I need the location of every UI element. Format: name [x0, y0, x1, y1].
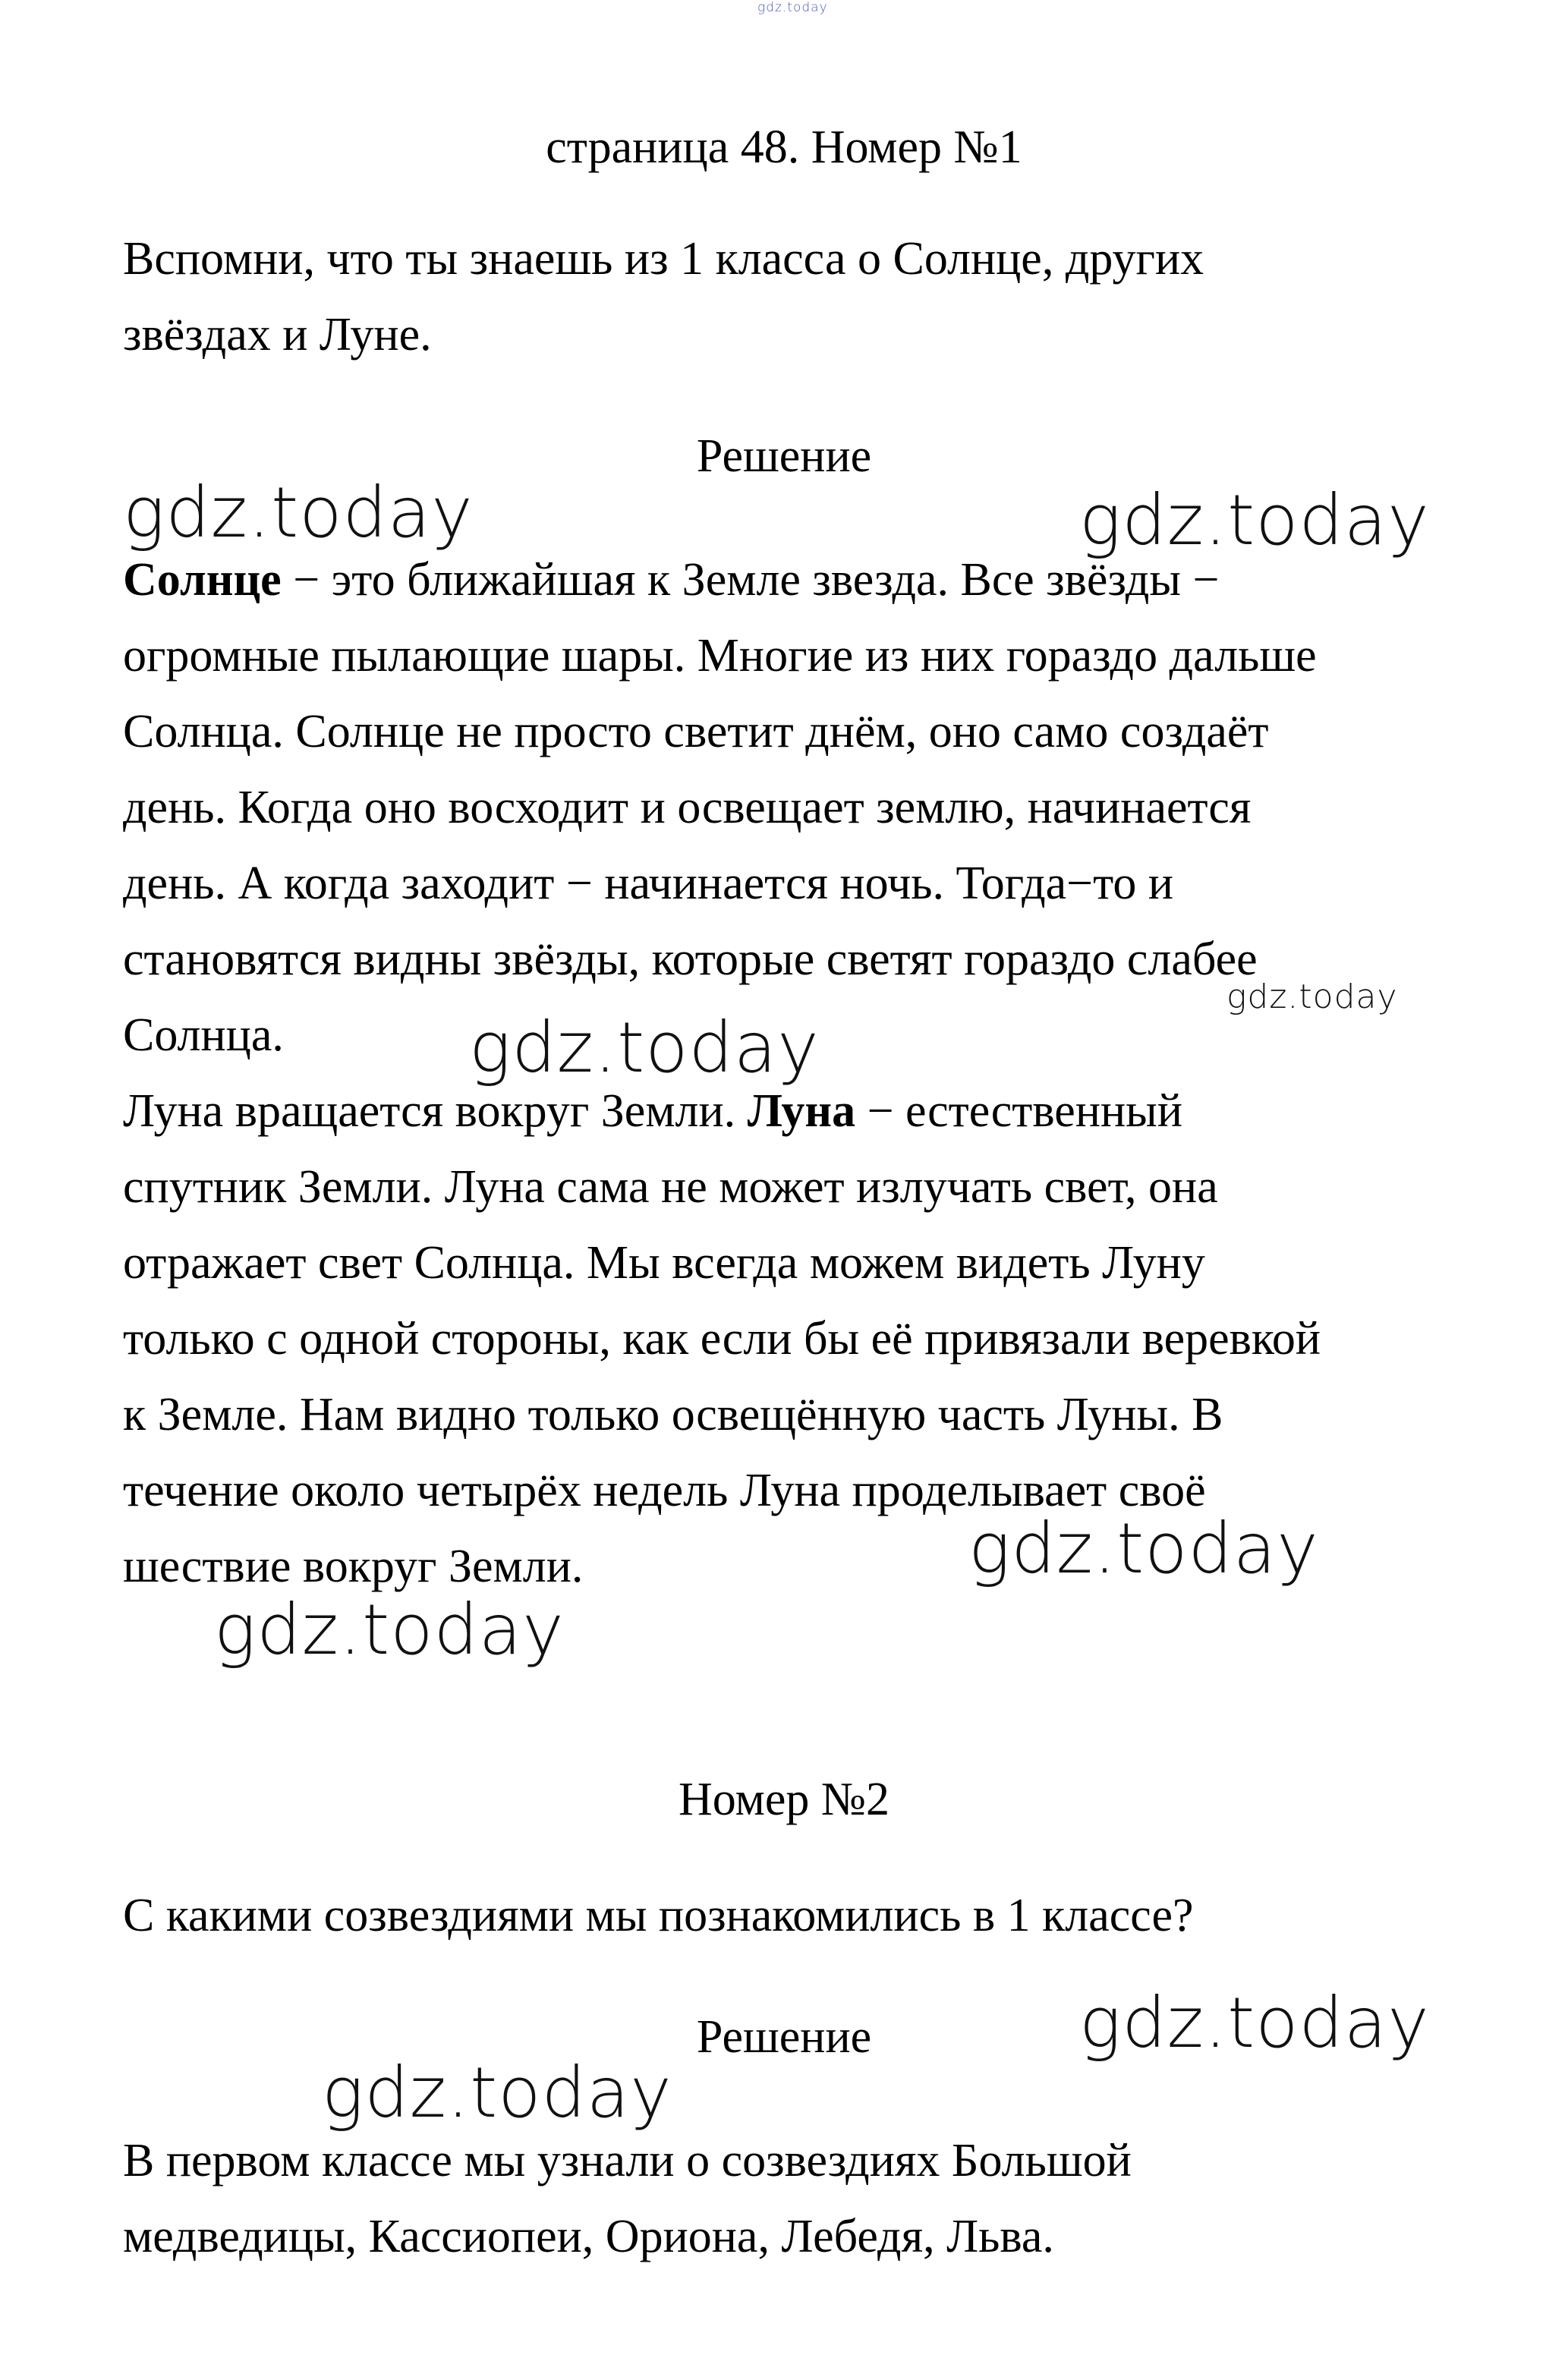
task1-answer-line-13: течение около четырёх недель Луна проделывает своё — [123, 1465, 1206, 1516]
task1-heading: страница 48. Номер №1 — [546, 121, 1022, 173]
task1-answer-line-1-rest: − это ближайшая к Земле звезда. Все звёзды − — [281, 554, 1220, 606]
watermark-top: gdz.today — [757, 0, 828, 15]
watermark-3: gdz.today — [1226, 978, 1398, 1016]
watermark-1: gdz.today — [123, 472, 474, 553]
task1-answer-line-5: день. А когда заходит − начинается ночь. Тогда−то и — [123, 858, 1174, 909]
watermark-7: gdz.today — [1079, 1982, 1430, 2064]
watermark-4: gdz.today — [469, 1007, 820, 1088]
task2-answer-line-2: медведицы, Кассиопеи, Ориона, Лебедя, Льва. — [123, 2211, 1054, 2262]
task1-answer-line-8 — [123, 1085, 1183, 1137]
task2-heading: Номер №2 — [678, 1774, 889, 1825]
task1-answer-line-11: только с одной стороны, как если бы её привязали веревкой — [123, 1313, 1321, 1365]
watermark-6: gdz.today — [214, 1589, 565, 1670]
task1-answer-line-14: шествие вокруг Земли. — [123, 1541, 584, 1592]
task1-answer-line-7: Солнца. — [123, 1009, 284, 1061]
term-sun: Солнце — [123, 554, 282, 606]
task1-answer-line-12: к Земле. Нам видно только освещённую часть Луны. В — [123, 1389, 1223, 1440]
task1-question-line-2: звёздах и Луне. — [123, 309, 432, 360]
task1-solution-label: Решение — [696, 430, 872, 482]
task1-answer-line-4: день. Когда оно восходит и освещает землю, начинается — [123, 782, 1252, 833]
task1-answer-line-6: становятся видны звёзды, которые светят гораздо слабее — [123, 933, 1258, 985]
task2-solution-label: Решение — [696, 2011, 872, 2063]
task1-answer-line-10: отражает свет Солнца. Мы всегда можем видеть Луну — [123, 1237, 1205, 1289]
task1-answer-line-8-rest: − естественный — [855, 1085, 1183, 1137]
task1-answer-line-3: Солнца. Солнце не просто светит днём, оно само создаёт — [123, 706, 1269, 757]
task1-question-line-1: Вспомни, что ты знаешь из 1 класса о Солнце, других — [123, 233, 1204, 285]
watermark-2: gdz.today — [1079, 480, 1430, 561]
task2-question: С какими созвездиями мы познакомились в 1 классе? — [123, 1890, 1194, 1941]
task1-answer-line-8-start: Луна вращается вокруг Земли. — [123, 1085, 748, 1137]
task1-answer-line-2: огромные пылающие шары. Многие из них гораздо дальше — [123, 630, 1317, 682]
task1-answer-line-1 — [123, 554, 1220, 606]
term-moon: Луна — [747, 1085, 856, 1137]
task2-answer-line-1: В первом классе мы узнали о созвездиях Большой — [123, 2135, 1132, 2186]
watermark-5: gdz.today — [968, 1508, 1319, 1589]
watermark-8: gdz.today — [322, 2052, 672, 2133]
task1-answer-line-9: спутник Земли. Луна сама не может излучать свет, она — [123, 1161, 1218, 1213]
